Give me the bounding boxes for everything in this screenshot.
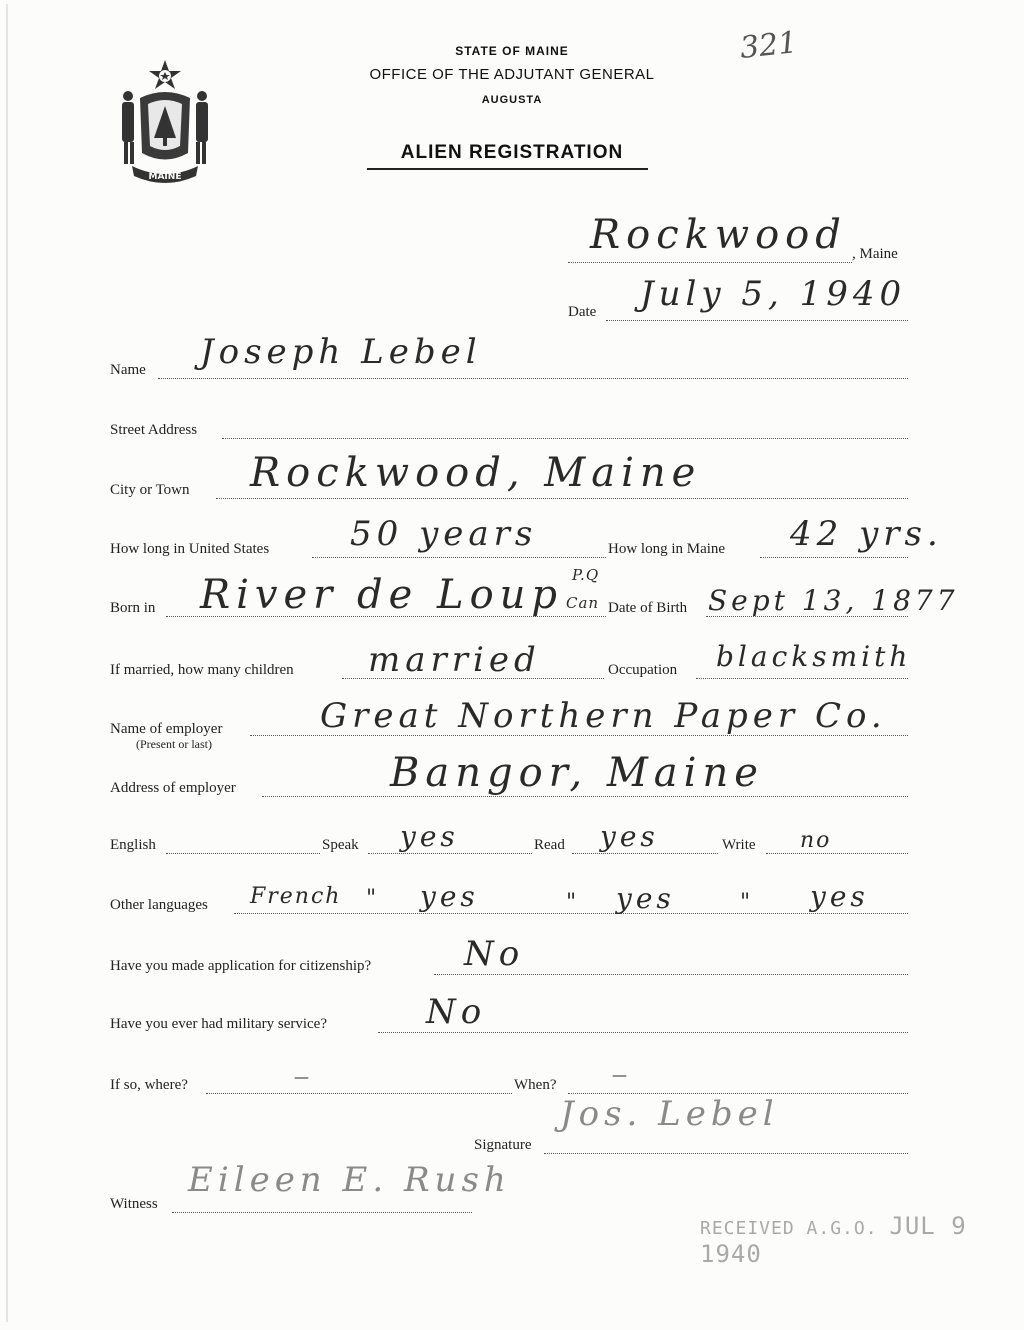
- street-address-label: Street Address: [110, 422, 198, 438]
- other-read-value: yes: [616, 882, 675, 915]
- how-long-maine-value: 42 yrs.: [790, 514, 943, 554]
- english-line: [166, 853, 320, 854]
- read-line: [572, 853, 718, 854]
- witness-value: Eileen E. Rush: [188, 1160, 511, 1200]
- occupation-label: Occupation: [608, 662, 678, 678]
- employer-address-value: Bangor, Maine: [390, 750, 764, 796]
- city-label: City or Town: [110, 482, 190, 498]
- state-heading: STATE OF MAINE: [455, 44, 569, 58]
- place-line: [568, 262, 852, 263]
- read-value: yes: [600, 820, 659, 853]
- ditto-mark-3: ": [740, 890, 753, 915]
- witness-label: Witness: [110, 1196, 158, 1212]
- english-label: English: [110, 837, 156, 853]
- city-value: Rockwood, Maine: [250, 450, 702, 496]
- received-stamp-year: 1940: [700, 1240, 762, 1268]
- document-number: 321: [738, 25, 799, 66]
- speak-value: yes: [400, 820, 459, 853]
- occupation-line: [696, 678, 908, 679]
- received-stamp: [700, 1212, 1024, 1268]
- witness-line: [172, 1212, 472, 1213]
- born-in-value: River de Loup: [200, 572, 564, 618]
- military-service-label: Have you ever had military service?: [110, 1016, 327, 1032]
- write-label: Write: [722, 837, 756, 853]
- married-children-label: If married, how many children: [110, 662, 294, 678]
- date-line: [606, 320, 908, 321]
- how-long-maine-label: How long in Maine: [608, 541, 726, 557]
- office-heading: OFFICE OF THE ADJUTANT GENERAL: [369, 66, 655, 83]
- born-in-label: Born in: [110, 600, 156, 616]
- where-line: [206, 1093, 512, 1094]
- where-value: —: [294, 1068, 310, 1086]
- employer-address-label: Address of employer: [110, 780, 236, 796]
- employer-address-line: [262, 796, 908, 797]
- how-long-us-line: [312, 557, 606, 558]
- military-service-value: No: [426, 992, 487, 1032]
- other-write-value: yes: [810, 880, 869, 913]
- signature-line: [544, 1153, 908, 1154]
- write-value: no: [800, 828, 832, 853]
- write-line: [766, 853, 908, 854]
- signature-value: Jos. Lebel: [560, 1094, 779, 1134]
- place-value: Rockwood: [590, 212, 847, 258]
- when-label: When?: [514, 1077, 557, 1093]
- born-province-note: P.Q: [572, 566, 600, 584]
- signature-label: Signature: [474, 1137, 532, 1153]
- date-value: July 5, 1940: [640, 274, 907, 314]
- name-line: [158, 378, 908, 379]
- other-languages-label: Other languages: [110, 897, 208, 913]
- name-label: Name: [110, 362, 146, 378]
- when-value: —: [612, 1066, 628, 1084]
- speak-line: [368, 853, 532, 854]
- how-long-us-value: 50 years: [350, 514, 538, 554]
- ditto-mark-2: ": [566, 890, 579, 915]
- where-label: If so, where?: [110, 1077, 188, 1093]
- form-title: ALIEN REGISTRATION: [400, 142, 624, 163]
- ditto-mark-1: ": [366, 886, 379, 911]
- how-long-maine-line: [760, 557, 908, 558]
- date-label: Date: [568, 304, 597, 320]
- employer-label: Name of employer: [110, 721, 223, 737]
- other-language-value: French: [250, 884, 342, 909]
- citizenship-value: No: [464, 934, 525, 974]
- citizenship-line: [434, 974, 908, 975]
- citizenship-label: Have you made application for citizenship?: [110, 958, 372, 974]
- svg-text:MAINE: MAINE: [148, 172, 182, 182]
- how-long-us-label: How long in United States: [110, 541, 270, 557]
- other-speak-value: yes: [420, 880, 479, 913]
- place-suffix-label: , Maine: [852, 246, 898, 262]
- received-stamp-text: RECEIVED A.G.O.: [700, 1218, 878, 1239]
- received-stamp-month: JUL 9: [889, 1212, 967, 1240]
- read-label: Read: [534, 837, 565, 853]
- street-address-line: [222, 438, 908, 439]
- married-children-value: married: [368, 640, 541, 680]
- name-value: Joseph Lebel: [200, 332, 482, 372]
- military-service-line: [378, 1032, 908, 1033]
- date-of-birth-label: Date of Birth: [608, 600, 688, 616]
- city-heading: AUGUSTA: [481, 94, 543, 106]
- employer-sublabel: (Present or last): [136, 737, 212, 751]
- title-underline: [367, 168, 648, 170]
- date-of-birth-value: Sept 13, 1877: [708, 584, 959, 617]
- speak-label: Speak: [322, 837, 359, 853]
- occupation-value: blacksmith: [716, 640, 912, 673]
- born-country-note: Can: [566, 594, 600, 612]
- city-line: [216, 498, 908, 499]
- employer-value: Great Northern Paper Co.: [320, 696, 887, 736]
